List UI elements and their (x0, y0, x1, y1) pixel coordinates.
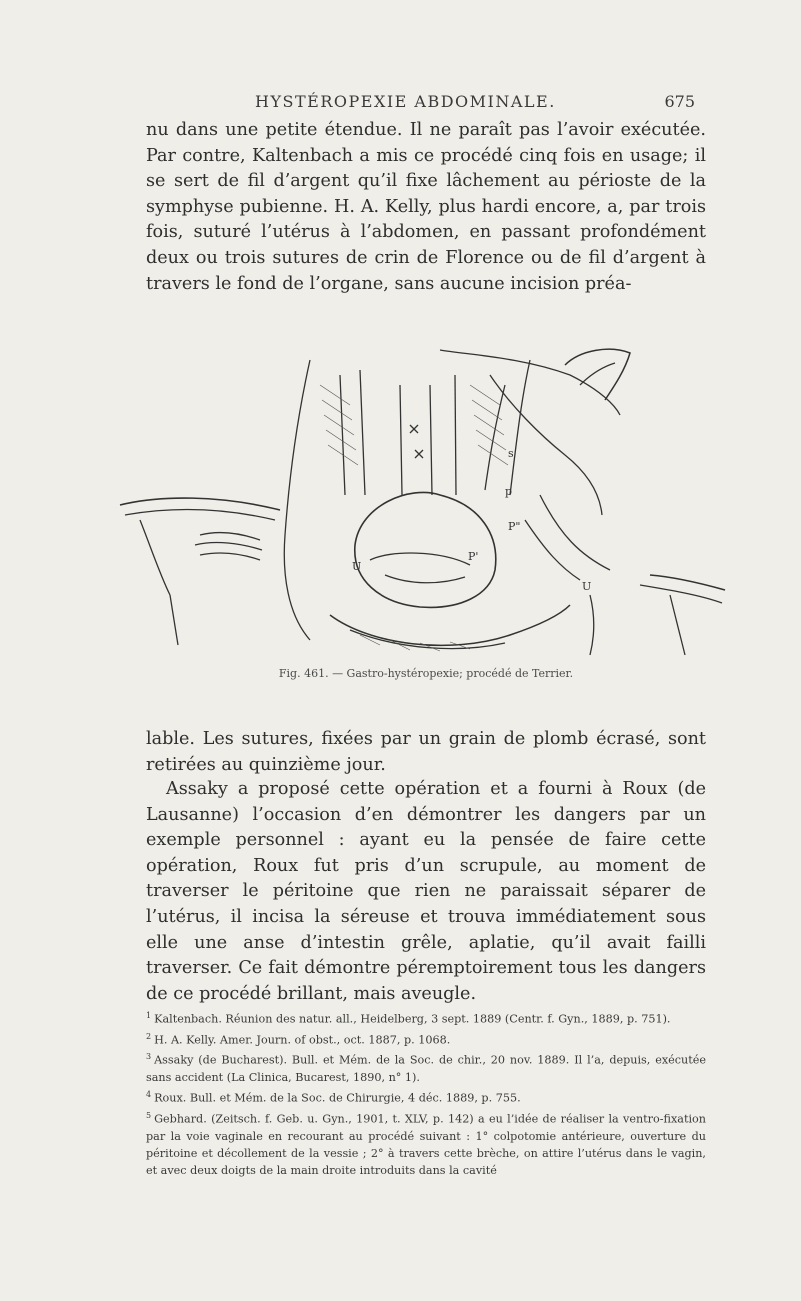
footnote-number: 3 (146, 1052, 152, 1062)
paragraph-1: nu dans une petite étendue. Il ne paraît pas l’avoir exécutée. Par contre, Kaltenbach a mis ce procédé cinq fois en usage; il se sert de fil d’argent qu’il fixe lâchement au périoste de la symphyse pubienne. H. A. Kelly, plus hardi encore, a, par trois fois, suturé l’utérus à l’abdomen, en passant profondément deux ou trois sutures de crin de Florence ou de fil d’argent à travers le fond de l’organe, sans aucune incision préa- (146, 120, 706, 294)
figure-caption: Fig. 461. — Gastro-hystéropexie; procédé de Terrier. (278, 667, 574, 680)
footnote-text: Roux. Bull. et Mém. de la Soc. de Chirurgie, 4 déc. 1889, p. 755. (154, 1091, 521, 1105)
footnote-3 (146, 1048, 706, 1086)
figure-label-p-prime: P' (468, 550, 479, 563)
footnote-text: Kaltenbach. Réunion des natur. all., Heidelberg, 3 sept. 1889 (Centr. f. Gyn., 1889, p. 751). (154, 1012, 671, 1026)
paragraph-3: Assaky a proposé cette opération et a fourni à Roux (de Lausanne) l’occasion d’en démontrer les dangers par un exemple personnel : ayant eu la pensée de faire cette opération, Roux fut pris d’un scrupule, au moment de traverser le péritoine que rien ne paraissait séparer de l’utérus, il incisa la séreuse et trouva immédiatement sous elle une anse d’intestin grêle, aplatie, qu’il avait failli traverser. Ce fait démontre péremptoirement tous les dangers de ce procédé brillant, mais aveugle. (146, 779, 706, 1004)
footnote-2 (146, 1028, 706, 1049)
footnotes (146, 1007, 706, 1179)
figure-label-p: p (505, 485, 513, 498)
figure-label-s: s (508, 447, 514, 460)
footnote-1 (146, 1007, 706, 1028)
running-title: HYSTÉROPEXIE ABDOMINALE. (255, 92, 556, 111)
footnote-text: Assaky (de Bucharest). Bull. et Mém. de la Soc. de chir., 20 nov. 1889. Il l’a, depuis, exécutée sans accident (La Clinica, Bucarest, 1890, n° 1). (146, 1054, 706, 1085)
paragraph-2: lable. Les sutures, fixées par un grain de plomb écrasé, sont retirées au quinzième jour. (146, 729, 706, 775)
footnote-4 (146, 1086, 706, 1107)
figure-illustration (110, 345, 730, 665)
running-head (255, 92, 695, 114)
surgical-drawing (110, 345, 730, 665)
figure-label-u-left: U (352, 560, 362, 573)
footnote-number: 5 (146, 1110, 152, 1120)
footnote-number: 1 (146, 1011, 152, 1020)
footnote-number: 2 (146, 1031, 152, 1041)
page-number: 675 (664, 92, 695, 111)
footnote-text: H. A. Kelly. Amer. Journ. of obst., oct. 1887, p. 1068. (154, 1033, 451, 1047)
footnote-5 (146, 1107, 706, 1179)
figure-label-p-double-prime: P" (508, 520, 521, 533)
footnote-number: 4 (146, 1090, 152, 1100)
footnote-text: Gebhard. (Zeitsch. f. Geb. u. Gyn., 1901, t. XLV, p. 142) a eu l’idée de réaliser la ventro-fixation par la voie vaginale en recourant au procédé suivant : 1° colpotomie antérieure, ouverture du péritoine et décollement de la vessie ; 2° à travers cette brèche, on attire l’utérus dans le vagin, et avec deux doigts de la main droite introduits dans la cavité (146, 1112, 706, 1177)
figure-label-u-right: U (582, 580, 592, 593)
